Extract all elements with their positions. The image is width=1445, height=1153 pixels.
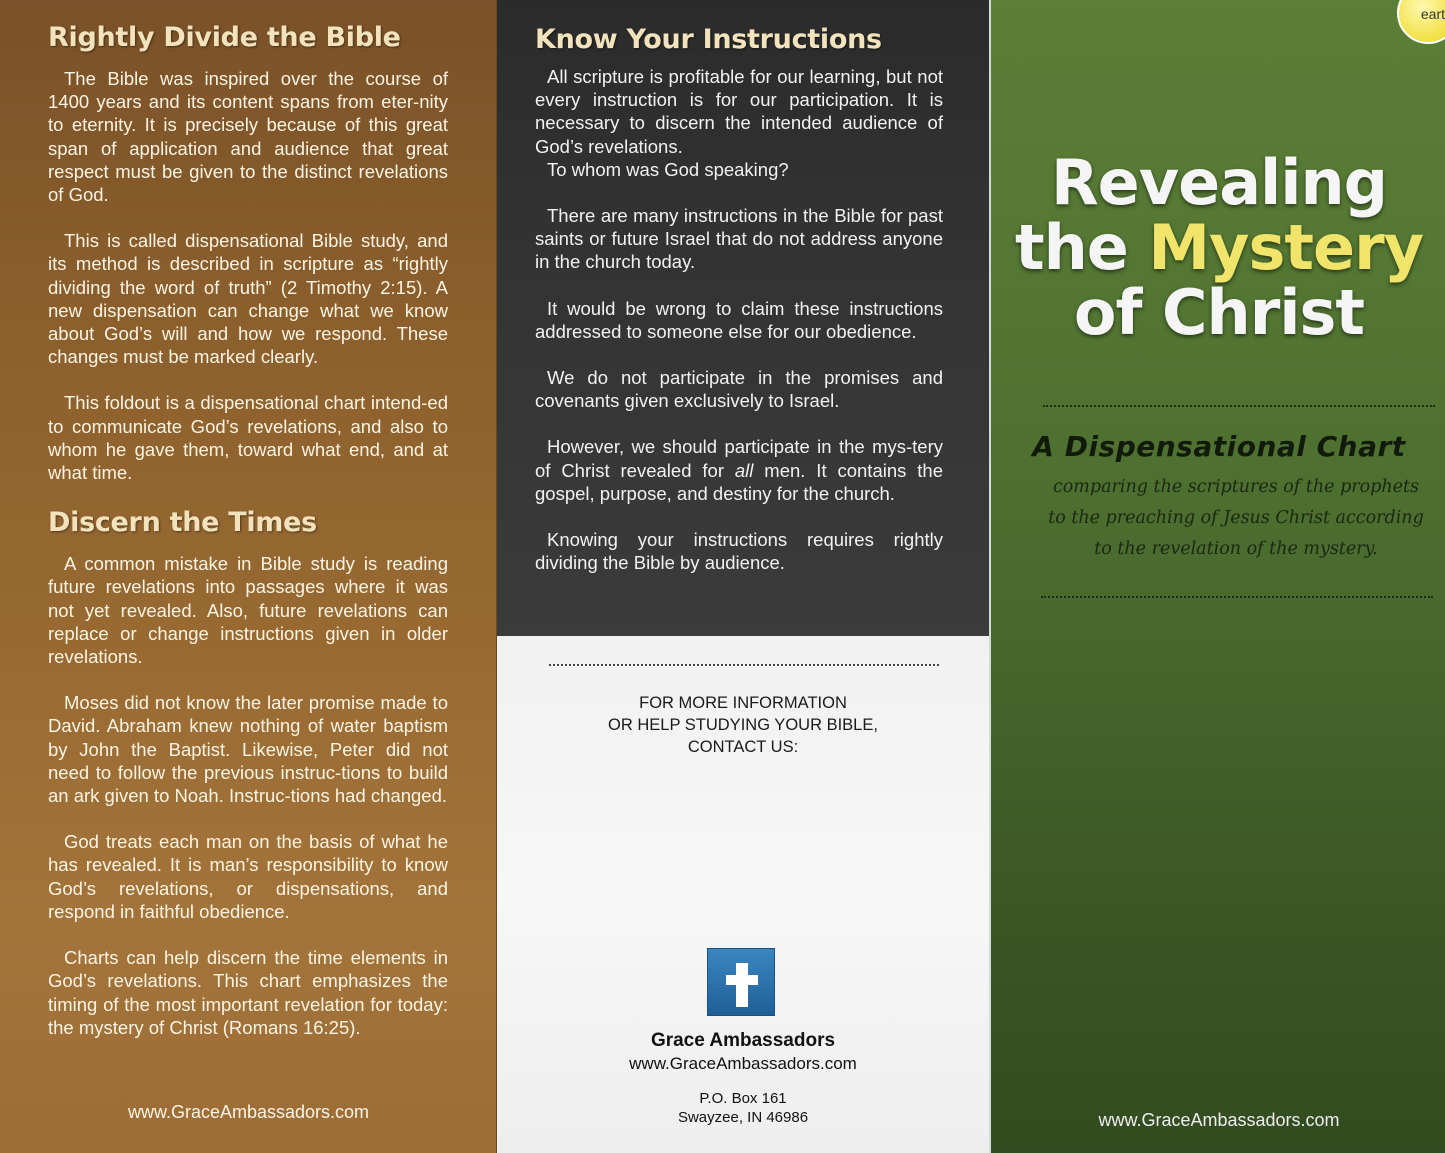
paragraph: Knowing your instructions requires rightly dividing the Bible by audience. <box>535 529 943 574</box>
contact-prompt <box>497 692 989 758</box>
paragraph-text: men. It contains the gospel, purpose, and destiny for the church. <box>535 459 943 504</box>
paragraph <box>535 65 943 181</box>
paragraph: There are many instructions in the Bible for past saints or future Israel that do not address anyone in the church today. <box>535 205 943 273</box>
left-panel-content <box>48 22 448 1062</box>
website-url: www.GraceAmbassadors.com <box>1098 1110 1340 1130</box>
title-highlight-word: Mystery <box>1148 211 1424 284</box>
contact-line: OR HELP STUDYING YOUR BIBLE, <box>608 716 878 734</box>
emphasis-text: all <box>734 459 754 481</box>
address-line: P.O. Box 161 <box>699 1090 787 1107</box>
paragraph: It would be wrong to claim these instructions addressed to someone else for our obedience. <box>535 297 943 342</box>
organization-url: www.GraceAmbassadors.com <box>629 1054 857 1073</box>
description-line: to the revelation of the mystery. <box>1094 539 1378 559</box>
paragraph-question: To whom was God speaking? <box>547 158 789 180</box>
description-line: comparing the scriptures of the prophets <box>1052 477 1420 497</box>
title-word: the <box>1014 211 1149 284</box>
paragraph: The Bible was inspired over the course of 1400 years and its content spans from eter-nity to eternity. It is precisely because of this great span of application and audience that great respect must be given to the distinct revelations of God. <box>48 68 448 206</box>
website-url: www.GraceAmbassadors.com <box>127 1102 370 1122</box>
cross-icon <box>708 949 776 1017</box>
paragraph: We do not participate in the promises and covenants given exclusively to Israel. <box>535 367 943 412</box>
address-line: Swayzee, IN 46986 <box>677 1109 809 1126</box>
middle-panel-content <box>535 24 943 597</box>
subtitle: A Dispensational Chart <box>1032 430 1406 463</box>
title-line: Revealing <box>1050 146 1388 219</box>
paragraph-text: However, we should participate in the mys-tery of Christ revealed for <box>535 436 943 481</box>
logo <box>707 948 775 1016</box>
left-panel <box>0 0 497 1153</box>
title-line <box>991 211 1445 284</box>
paragraph: This is called dispensational Bible study, and its method is described in scripture as “rightly dividing the word of truth” (2 Timothy 2:15). A new dispensation can change what we know about God’s will and how we respond. These changes must be marked clearly. <box>48 230 448 368</box>
paragraph: A common mistake in Bible study is reading future revelations into passages where it was not yet revealed. Also, future revelations can replace or change instructions given in older revelations. <box>48 553 448 668</box>
heading-discern-times: Discern the Times <box>48 507 317 539</box>
paragraph: This foldout is a dispensational chart intend-ed to communicate God’s revelations, and also to whom he gave them, toward what end, and at what time. <box>48 392 448 484</box>
contact-line: FOR MORE INFORMATION <box>639 694 847 712</box>
middle-dark-panel <box>497 0 989 636</box>
paragraph: Charts can help discern the time elements in God’s revelations. This chart emphasizes the timing of the most important revelation for today: the mystery of Christ (Romans 16:25). <box>48 947 448 1038</box>
description-line: to the preaching of Jesus Christ according <box>1048 508 1424 528</box>
mailing-address <box>497 1089 989 1127</box>
title-line: of Christ <box>1073 276 1365 349</box>
dotted-divider <box>1041 596 1433 598</box>
paragraph-text: All scripture is profitable for our learning, but not every instruction is for our participation. It is necessary to discern the intended audience of God’s revelations. <box>535 66 943 157</box>
cover-panel <box>989 0 1445 1153</box>
badge-text: eart <box>1420 6 1445 22</box>
contact-line: CONTACT US: <box>687 738 799 756</box>
contact-panel <box>497 636 989 1153</box>
dotted-divider <box>1043 405 1435 407</box>
chart-description <box>1041 472 1431 565</box>
paragraph: God treats each man on the basis of what he has revealed. It is man’s responsibility to know God’s revelations, or dispensations, and respond in faithful obedience. <box>48 831 448 922</box>
heading-rightly-divide: Rightly Divide the Bible <box>48 22 401 53</box>
dotted-divider <box>549 664 939 666</box>
organization-name: Grace Ambassadors <box>650 1030 836 1051</box>
heading-know-instructions: Know Your Instructions <box>535 24 882 55</box>
page-title <box>991 146 1445 349</box>
paragraph <box>535 435 943 505</box>
paragraph: Moses did not know the later promise made to David. Abraham knew nothing of water baptism by John the Baptist. Likewise, Peter did not need to follow the previous instruc-tions to build an ark given to Noah. Instruc-tions had changed. <box>48 692 448 807</box>
